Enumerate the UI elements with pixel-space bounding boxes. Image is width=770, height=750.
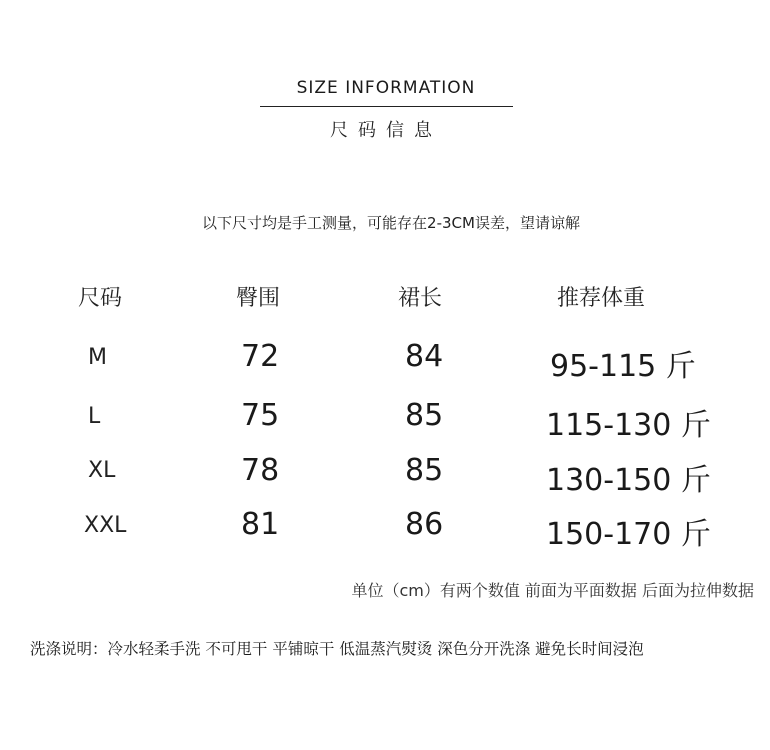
column-header-hip: 臀围 [236,286,281,311]
size-cell: XL [88,458,116,483]
length-cell: 85 [405,398,444,433]
measurement-notice: 以下尺寸均是手工测量，可能存在2-3CM误差，望请谅解 [202,214,580,232]
hip-cell: 75 [241,398,280,433]
weight-cell: 150-170 斤 [546,517,711,552]
length-cell: 86 [405,507,444,542]
column-header-size: 尺码 [78,286,123,311]
size-cell: XXL [84,513,127,538]
weight-cell: 130-150 斤 [546,463,711,498]
hip-cell: 72 [241,339,280,374]
size-cell: M [88,345,107,370]
column-header-weight: 推荐体重 [557,286,646,311]
title-chinese: 尺码信息 [330,120,442,141]
washing-instructions: 洗涤说明：冷水轻柔手洗 不可甩干 平铺晾干 低温蒸汽熨烫 深色分开洗涤 避免长时间浸泡 [30,640,644,658]
weight-cell: 95-115 斤 [550,349,696,384]
size-cell: L [88,404,101,429]
hip-cell: 78 [241,453,280,488]
title-english: SIZE INFORMATION [296,78,476,98]
weight-cell: 115-130 斤 [546,408,711,443]
title-divider [260,106,513,107]
column-header-length: 裙长 [398,286,443,311]
length-cell: 84 [405,339,444,374]
hip-cell: 81 [241,507,280,542]
unit-note: 单位（cm）有两个数值 前面为平面数据 后面为拉伸数据 [351,581,754,600]
length-cell: 85 [405,453,444,488]
